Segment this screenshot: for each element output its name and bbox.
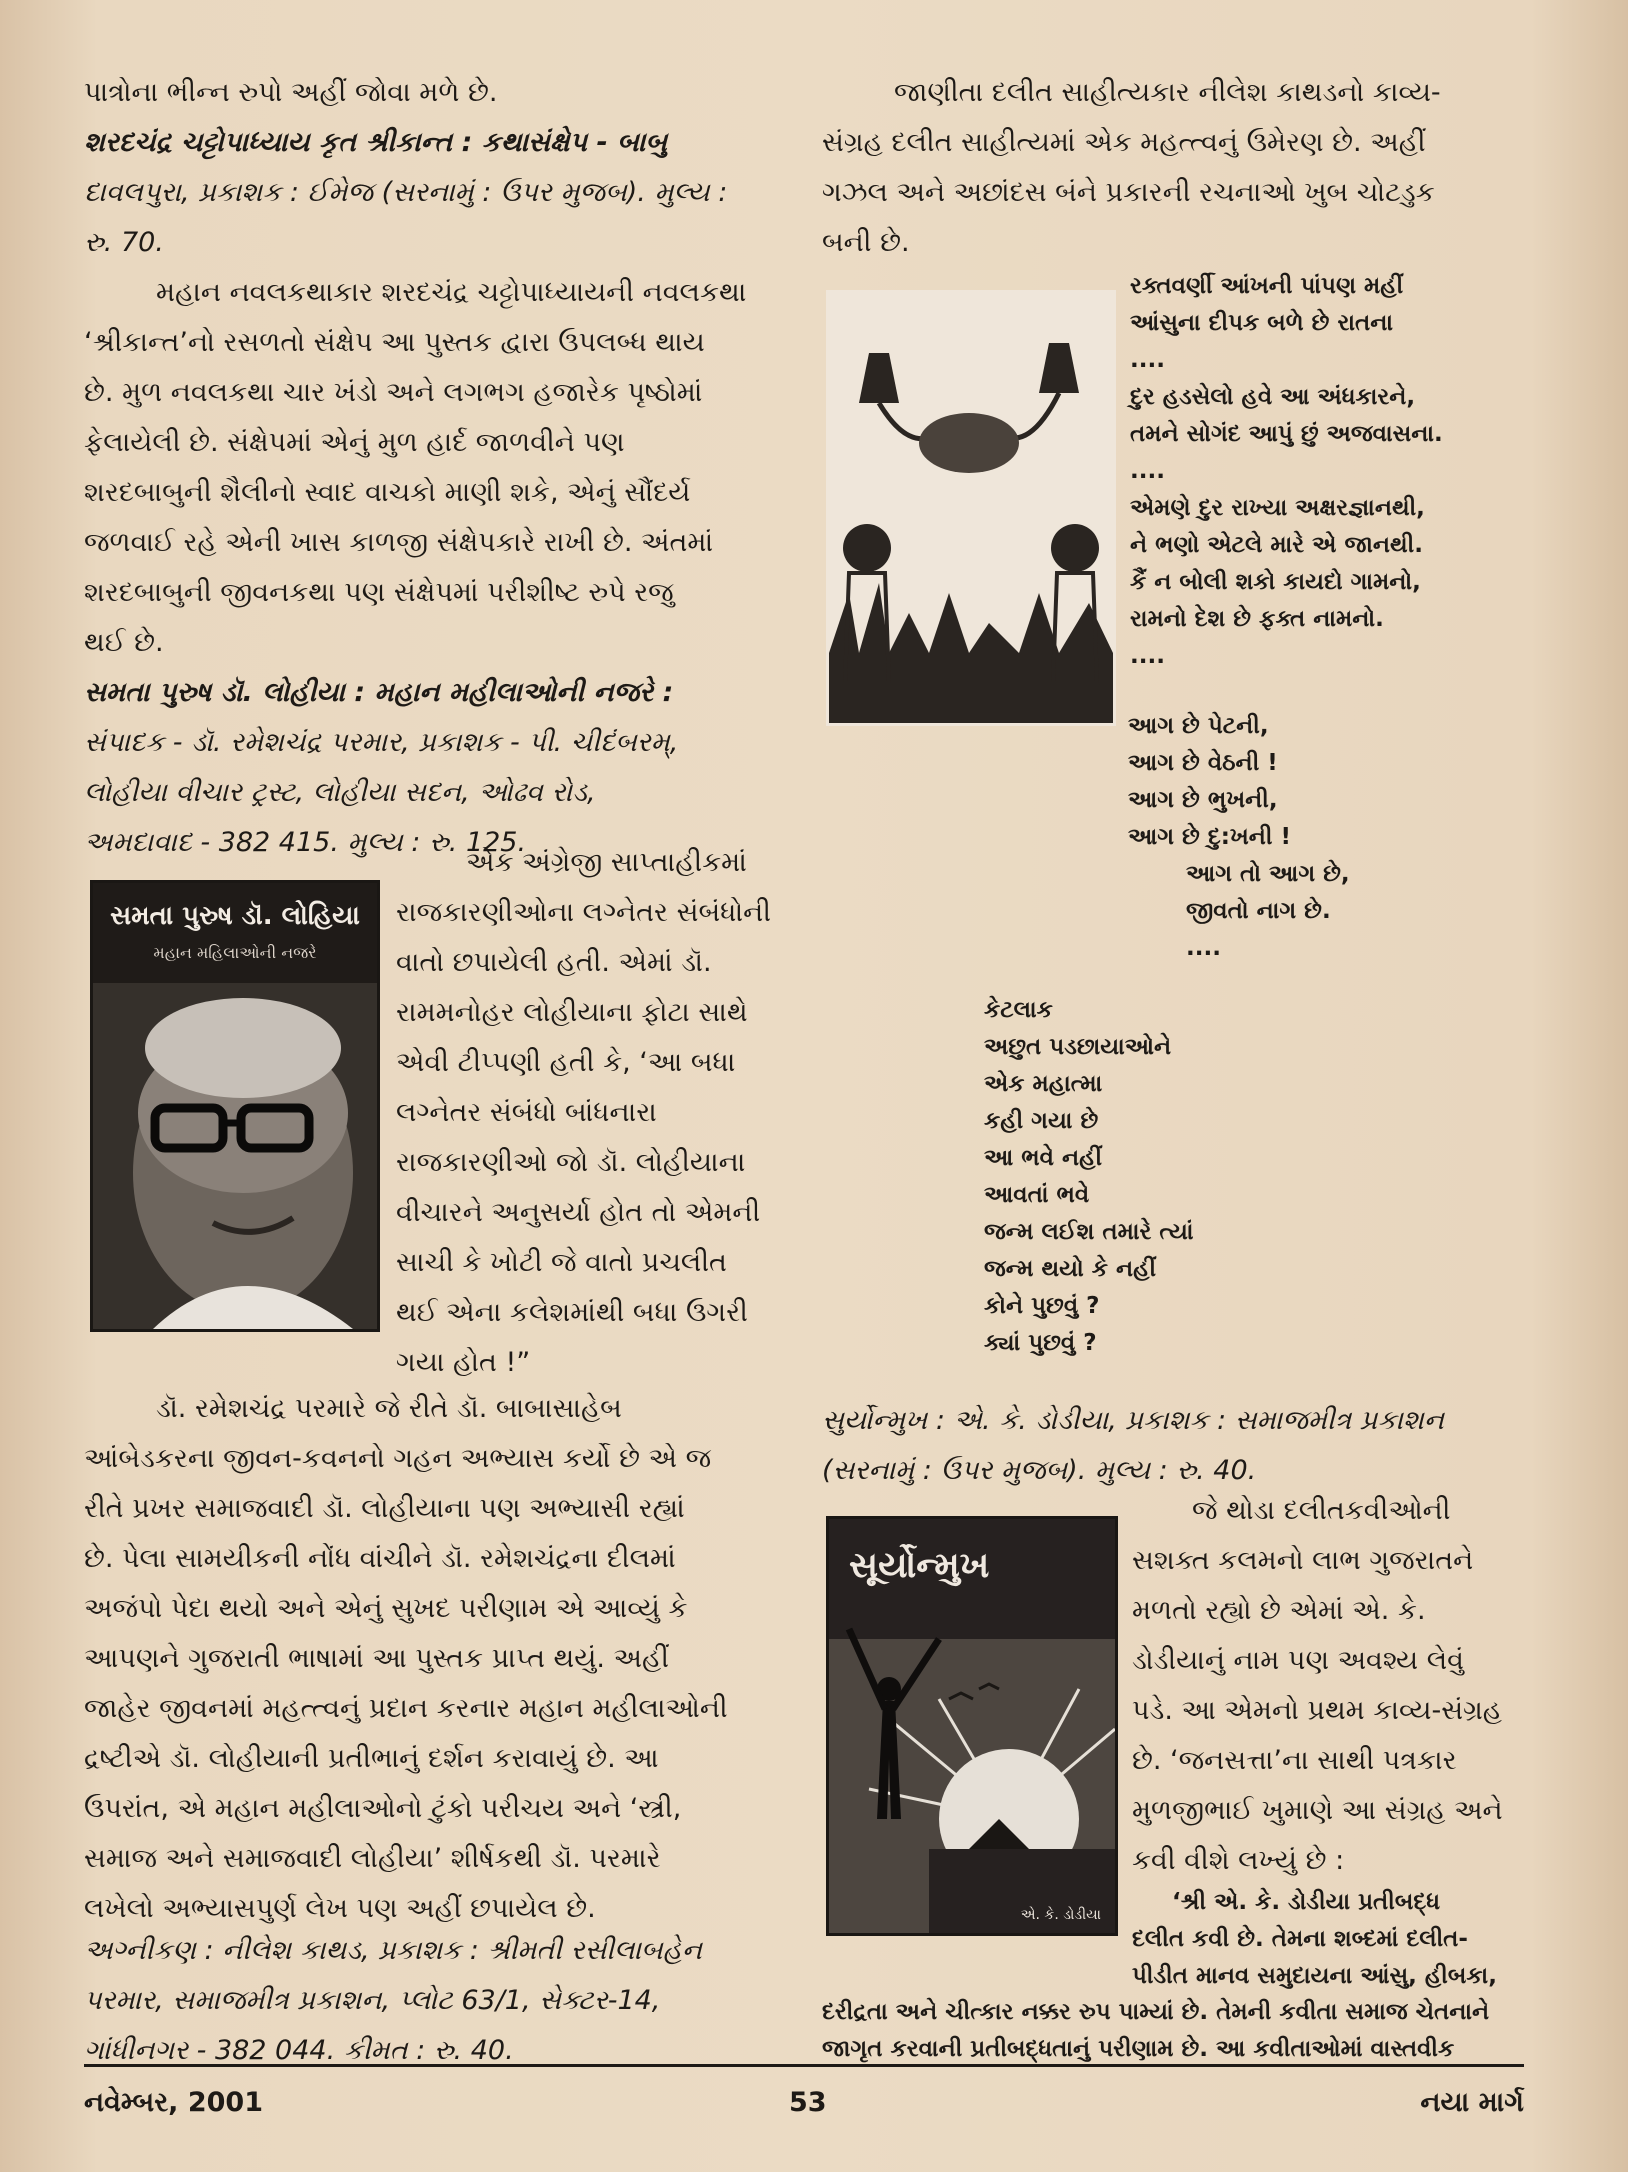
poem-line: આંસુના દીપક બળે છે રાતના <box>1130 310 1394 336</box>
paragraph-line: જે થોડા દલીતકવીઓની <box>1192 1495 1451 1526</box>
book-entry-suryonmukh <box>822 1396 1522 1496</box>
poem-line: રક્તવર્ણી આંખની પાંપણ મહીં <box>1130 273 1404 299</box>
poem-line: કૈં ન બોલી શકો કાયદો ગામનો, <box>1130 569 1421 595</box>
bibliography-line: સંપાદક - ડૉ. રમેશચંદ્ર પરમાર, પ્રકાશક - પી. ચીદંબરમ્, <box>84 727 679 758</box>
bibliography-line: સમતા પુરુષ ડૉ. લોહીયા : મહાન મહીલાઓની નજરે : <box>84 677 674 708</box>
poem-line: કેટલાક <box>984 997 1053 1023</box>
bibliography-line: (સરનામું : ઉપર મુજબ). મુલ્ય : રુ. 40. <box>822 1455 1257 1486</box>
poem-line: આગ છે વેઠની ! <box>1128 750 1278 776</box>
paragraph-line: થઈ એના કલેશમાંથી બધા ઉગરી <box>396 1297 748 1328</box>
paragraph-line: રાજકારણીઓના લગ્નેતર સંબંધોની <box>396 897 771 928</box>
paragraph-line: સાચી કે ખોટી જે વાતો પ્રચલીત <box>396 1247 727 1278</box>
bibliography-line: લોહીયા વીચાર ટ્રસ્ટ, લોહીયા સદન, ઓઢવ રોડ, <box>84 777 596 808</box>
paragraph-line: સમાજ અને સમાજવાદી લોહીયા’ શીર્ષકથી ડૉ. પરમારે <box>84 1843 661 1874</box>
bibliography-line: ગાંધીનગર - 382 044. કીમત : રુ. 40. <box>84 2035 514 2066</box>
book-cover-suryonmukh <box>826 1516 1118 1936</box>
review-paragraph-suryonmukh <box>1132 1486 1524 1886</box>
paragraph-line: જાણીતા દલીત સાહીત્યકાર નીલેશ કાથડનો કાવ્ય- <box>894 77 1441 108</box>
footer-page-number: 53 <box>789 2087 827 2118</box>
page-footer <box>84 2064 1524 2118</box>
paragraph-line: આપણને ગુજરાતી ભાષામાં આ પુસ્તક પ્રાપ્ત થયું. અહીં <box>84 1643 669 1674</box>
quote-line: પીડીત માનવ સમુદાયના આંસુ, હીબકા, <box>1132 1963 1497 1989</box>
poem-line: ને ભણો એટલે મારે એ જાનથી. <box>1130 532 1423 558</box>
cover-subtitle: મહાન મહિલાઓની નજરે <box>153 943 317 962</box>
paragraph-line: વાતો છપાયેલી હતી. એમાં ડૉ. <box>396 947 712 978</box>
paragraph-line: શરદબાબુની શૈલીનો સ્વાદ વાચકો માણી શકે, એનું સૌંદર્ય <box>84 477 691 508</box>
paragraph-line: એવી ટીપ્પણી હતી કે, ‘આ બધા <box>396 1047 736 1078</box>
book-price-line: રુ. 70. <box>84 227 164 258</box>
poem-line: જન્મ લઈશ તમારે ત્યાં <box>984 1219 1194 1245</box>
paragraph-line: છે. પેલા સામયીકની નોંધ વાંચીને ડૉ. રમેશચંદ્રના દીલમાં <box>84 1543 676 1574</box>
paragraph-line: મળતો રહ્યો છે એમાં એ. કે. <box>1132 1595 1426 1626</box>
poem-line: આગ છે પેટની, <box>1128 713 1269 739</box>
poem-line: એમણે દુર રાખ્યા અક્ષરજ્ઞાનથી, <box>1130 495 1425 521</box>
paragraph-line: ઉપરાંત, એ મહાન મહીલાઓનો ટુંકો પરીચય અને ‘સ્ત્રી, <box>84 1793 682 1824</box>
bibliography-line: સુર્યોન્મુખ : એ. કે. ડોડીયા, પ્રકાશક : સમાજમીત્ર પ્રકાશન <box>822 1405 1444 1436</box>
poem-line: જન્મ થયો કે નહીં <box>984 1256 1157 1282</box>
paragraph-line: મુળજીભાઈ ખુમાણે આ સંગ્રહ અને <box>1132 1795 1503 1826</box>
poem-aag-end <box>1186 856 1486 967</box>
review-paragraph-lohiya-intro <box>396 838 790 1388</box>
poem-line: આગ તો આગ છે, <box>1186 861 1350 887</box>
paragraph-line: અજંપો પેદા થયો અને એનું સુખદ પરીણામ એ આવ્યું કે <box>84 1593 688 1624</box>
bibliography-line: અગ્નીકણ : નીલેશ કાથડ, પ્રકાશક : શ્રીમતી રસીલાબહેન <box>84 1935 703 1966</box>
paragraph-line: રાજકારણીઓ જો ડૉ. લોહીયાના <box>396 1147 746 1178</box>
quote-full-width <box>822 1994 1522 2068</box>
review-paragraph-agnikan <box>822 68 1522 268</box>
paragraph-line: ફેલાયેલી છે. સંક્ષેપમાં એનું મુળ હાર્દ જાળવીને પણ <box>84 427 625 458</box>
review-paragraph-lohiya <box>84 1384 790 1934</box>
paragraph-line: લગ્નેતર સંબંધો બાંધનારા <box>396 1097 657 1128</box>
book-details-line: દાવલપુરા, પ્રકાશક : ઈમેજ (સરનામું : ઉપર મુજબ). મુલ્ય : <box>84 177 728 208</box>
poem-aag <box>1128 708 1428 856</box>
book-cover-lohiya <box>90 880 380 1332</box>
paragraph-line: છે. મુળ નવલકથા ચાર ખંડો અને લગભગ હજારેક પૃષ્ઠોમાં <box>84 377 703 408</box>
poem-line: આગ છે ભુખની, <box>1128 787 1278 813</box>
paragraph-line: છે. ‘જનસત્તા’ના સાથી પત્રકાર <box>1132 1745 1457 1776</box>
poem-line: અછુત પડછાયાઓને <box>984 1034 1172 1060</box>
paragraph-line: શરદબાબુની જીવનકથા પણ સંક્ષેપમાં પરીશીષ્ટ રુપે રજુ <box>84 577 674 608</box>
poem-illustration <box>826 290 1116 726</box>
paragraph-line: દ્રષ્ટીએ ડૉ. લોહીયાની પ્રતીભાનું દર્શન કરાવાયું છે. આ <box>84 1743 659 1774</box>
paragraph-line: થઈ છે. <box>84 627 164 658</box>
cover2-title: સૂર્યોન્મુખ <box>849 1545 990 1586</box>
paragraph-line: રીતે પ્રખર સમાજવાદી ડૉ. લોહીયાના પણ અભ્યાસી રહ્યાં <box>84 1493 685 1524</box>
poem-achhut <box>984 992 1304 1362</box>
paragraph-line: એક અંગ્રેજી સાપ્તાહીકમાં <box>466 847 747 878</box>
quote-beside-cover <box>1132 1884 1524 1995</box>
paragraph-line: ગયા હોત !” <box>396 1347 531 1378</box>
poem-line: રામનો દેશ છે ફક્ત નામનો. <box>1130 606 1384 632</box>
paragraph-line: લખેલો અભ્યાસપુર્ણ લેખ પણ અહીં છપાયેલ છે. <box>84 1893 596 1924</box>
footer-date: નવેમ્બર, 2001 <box>84 2087 263 2118</box>
paragraph-line: બની છે. <box>822 227 910 258</box>
poem-line: ક્યાં પુછવું ? <box>984 1330 1097 1356</box>
carryover-line: પાત્રોના ભીન્ન રુપો અહીં જોવા મળે છે. <box>84 77 498 108</box>
paragraph-line: મહાન નવલકથાકાર શરદચંદ્ર ચટ્ટોપાધ્યાયની નવલકથા <box>156 277 747 308</box>
paragraph-line: જાહેર જીવનમાં મહત્ત્વનું પ્રદાન કરનાર મહાન મહીલાઓની <box>84 1693 728 1724</box>
quote-line: જાગૃત કરવાની પ્રતીબદ્ધતાનું પરીણામ છે. આ કવીતાઓમાં વાસ્તવીક <box>822 2036 1455 2062</box>
review-paragraph-shrikant <box>84 268 790 668</box>
book-entry-agnikan <box>84 1926 790 2076</box>
footer-magazine-name: નયા માર્ગ <box>1420 2087 1524 2118</box>
bibliography-line: પરમાર, સમાજમીત્ર પ્રકાશન, પ્લોટ 63/1, સેક્ટર-14, <box>84 1985 661 2016</box>
quote-line: દરીદ્રતા અને ચીત્કાર નક્કર રુપ પામ્યાં છે. તેમની કવીતા સમાજ ચેતનાને <box>822 1999 1490 2025</box>
cover-title: સમતા પુરુષ ડૉ. લોહિયા <box>110 901 360 931</box>
paragraph-line: ગઝલ અને અછાંદસ બંને પ્રકારની રચનાઓ ખુબ ચોટડુક <box>822 177 1435 208</box>
paragraph-line: ‘શ્રીકાન્ત’નો રસળતો સંક્ષેપ આ પુસ્તક દ્વારા ઉપલબ્ધ થાય <box>84 327 705 358</box>
poem-line: દુર હડસેલો હવે આ અંધકારને, <box>1130 384 1416 410</box>
book-title-line: શરદચંદ્ર ચટ્ટોપાધ્યાય કૃત શ્રીકાન્ત : કથાસંક્ષેપ - બાબુ <box>84 127 668 158</box>
poem-line: .... <box>1130 643 1165 669</box>
quote-line: ‘શ્રી એ. કે. ડોડીયા પ્રતીબદ્ધ <box>1172 1889 1441 1915</box>
paragraph-line: ડૉ. રમેશચંદ્ર પરમારે જે રીતે ડૉ. બાબાસાહેબ <box>156 1393 622 1424</box>
bibliography-line: અમદાવાદ - 382 415. મુલ્ય : રુ. 125. <box>84 827 527 858</box>
paragraph-line: સશક્ત કલમનો લાભ ગુજરાતને <box>1132 1545 1474 1576</box>
poem-ghazal <box>1130 268 1526 675</box>
poem-line: કહી ગયા છે <box>984 1108 1099 1134</box>
raised-hands-illustration <box>829 293 1113 723</box>
poem-line: આ ભવે નહીં <box>984 1145 1103 1171</box>
cover2-author: એ. કે. ડોડીયા <box>1020 1907 1101 1923</box>
poem-line: તમને સોગંદ આપું છું અજવાસના. <box>1130 421 1443 447</box>
poem-line: આવતાં ભવે <box>984 1182 1090 1208</box>
quote-line: દલીત કવી છે. તેમના શબ્દમાં દલીત- <box>1132 1926 1468 1952</box>
poem-line: કોને પુછવું ? <box>984 1293 1100 1319</box>
poem-line: .... <box>1130 347 1165 373</box>
paragraph-line: સંગ્રહ દલીત સાહીત્યમાં એક મહત્ત્વનું ઉમેરણ છે. અહીં <box>822 127 1426 158</box>
poem-line: જીવતો નાગ છે. <box>1186 898 1331 924</box>
book-entry-shrikant <box>84 118 790 268</box>
paragraph-line: પડે. આ એમનો પ્રથમ કાવ્ય-સંગ્રહ <box>1132 1695 1502 1726</box>
paragraph-line: કવી વીશે લખ્યું છે : <box>1132 1845 1345 1876</box>
paragraph-line: જળવાઈ રહે એની ખાસ કાળજી સંક્ષેપકારે રાખી છે. અંતમાં <box>84 527 714 558</box>
paragraph-line: આંબેડકરના જીવન-કવનનો ગહન અભ્યાસ કર્યો છે એ જ <box>84 1443 712 1474</box>
paragraph-line: વીચારને અનુસર્યા હોત તો એમની <box>396 1197 761 1228</box>
poem-line: એક મહાત્મા <box>984 1071 1103 1097</box>
poem-line: આગ છે દુ:ખની ! <box>1128 824 1292 850</box>
paragraph-line: રામમનોહર લોહીયાના ફોટા સાથે <box>396 997 748 1028</box>
paragraph-line: ડોડીયાનું નામ પણ અવશ્ય લેવું <box>1132 1645 1464 1676</box>
poem-line: .... <box>1130 458 1165 484</box>
poem-line: .... <box>1186 935 1221 961</box>
left-column <box>84 68 790 868</box>
